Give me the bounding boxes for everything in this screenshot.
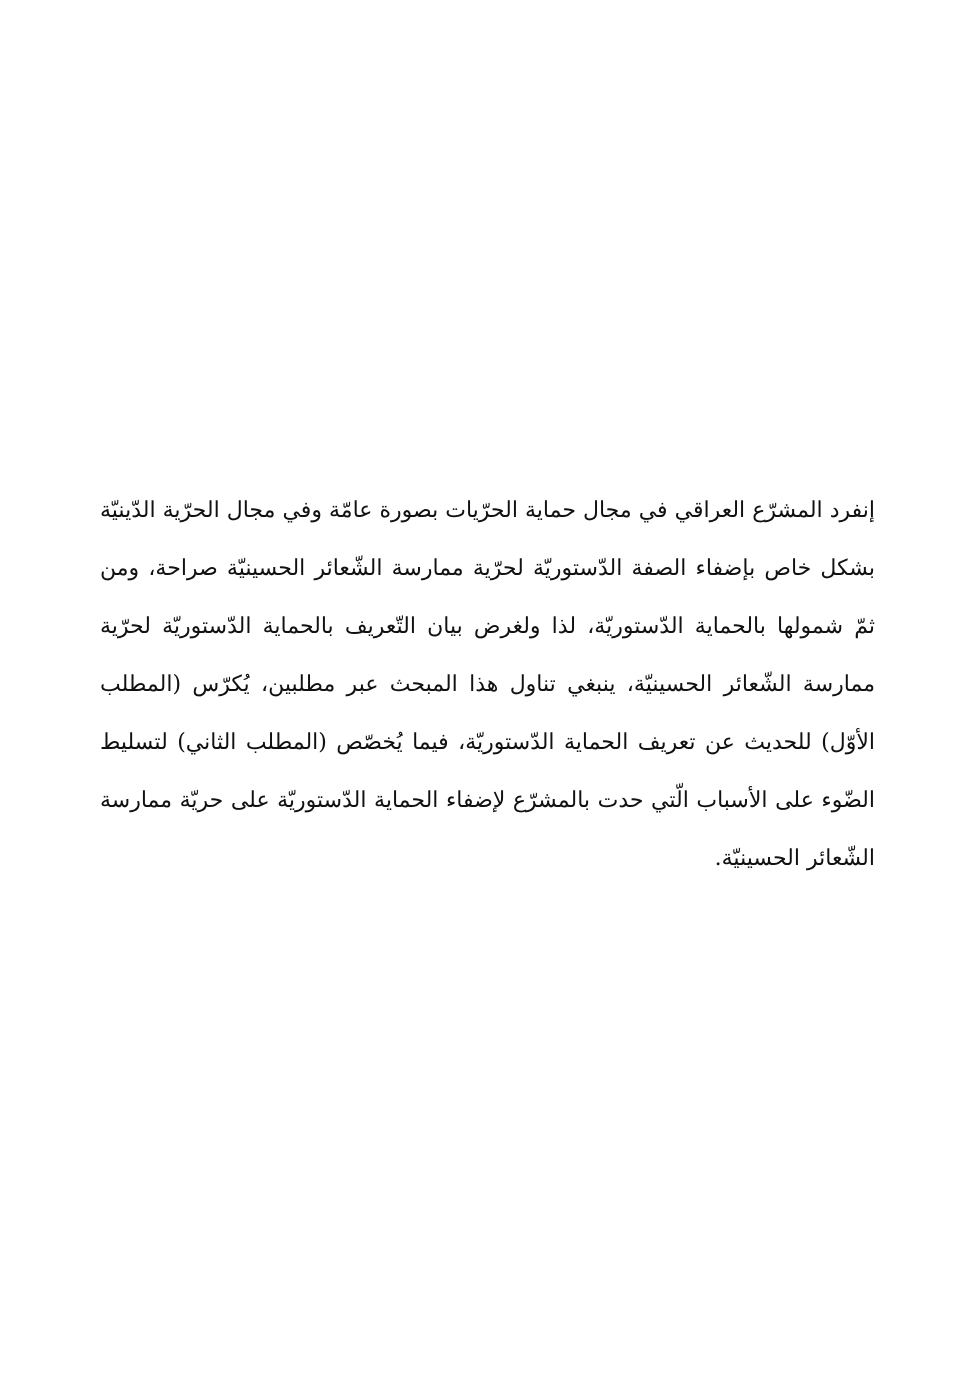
paragraph-line-last: الشّعائر الحسينيّة. <box>714 846 875 871</box>
paragraph-line: الأوّل) للحديث عن تعريف الحماية الدّستوريّة، فيما يُخصّص (المطلب الثاني) لتسليط <box>100 730 875 755</box>
paragraph-line: الضّوء على الأسباب الّتي حدت بالمشرّع لإضفاء الحماية الدّستوريّة على حريّة ممارسة <box>100 788 875 813</box>
paragraph-line: إنفرد المشرّع العراقي في مجال حماية الحرّيات بصورة عامّة وفي مجال الحرّية الدّينيّة <box>100 498 875 523</box>
paragraph-line: ثمّ شمولها بالحماية الدّستوريّة، لذا ولغرض بيان التّعريف بالحماية الدّستوريّة لحرّية <box>100 614 875 639</box>
paragraph-line: ممارسة الشّعائر الحسينيّة، ينبغي تناول هذا المبحث عبر مطلبين، يُكرّس (المطلب <box>100 672 875 697</box>
paragraph-line: بشكل خاص بإضفاء الصفة الدّستوريّة لحرّية ممارسة الشّعائر الحسينيّة صراحة، ومن <box>100 556 875 581</box>
body-paragraph <box>100 488 875 894</box>
